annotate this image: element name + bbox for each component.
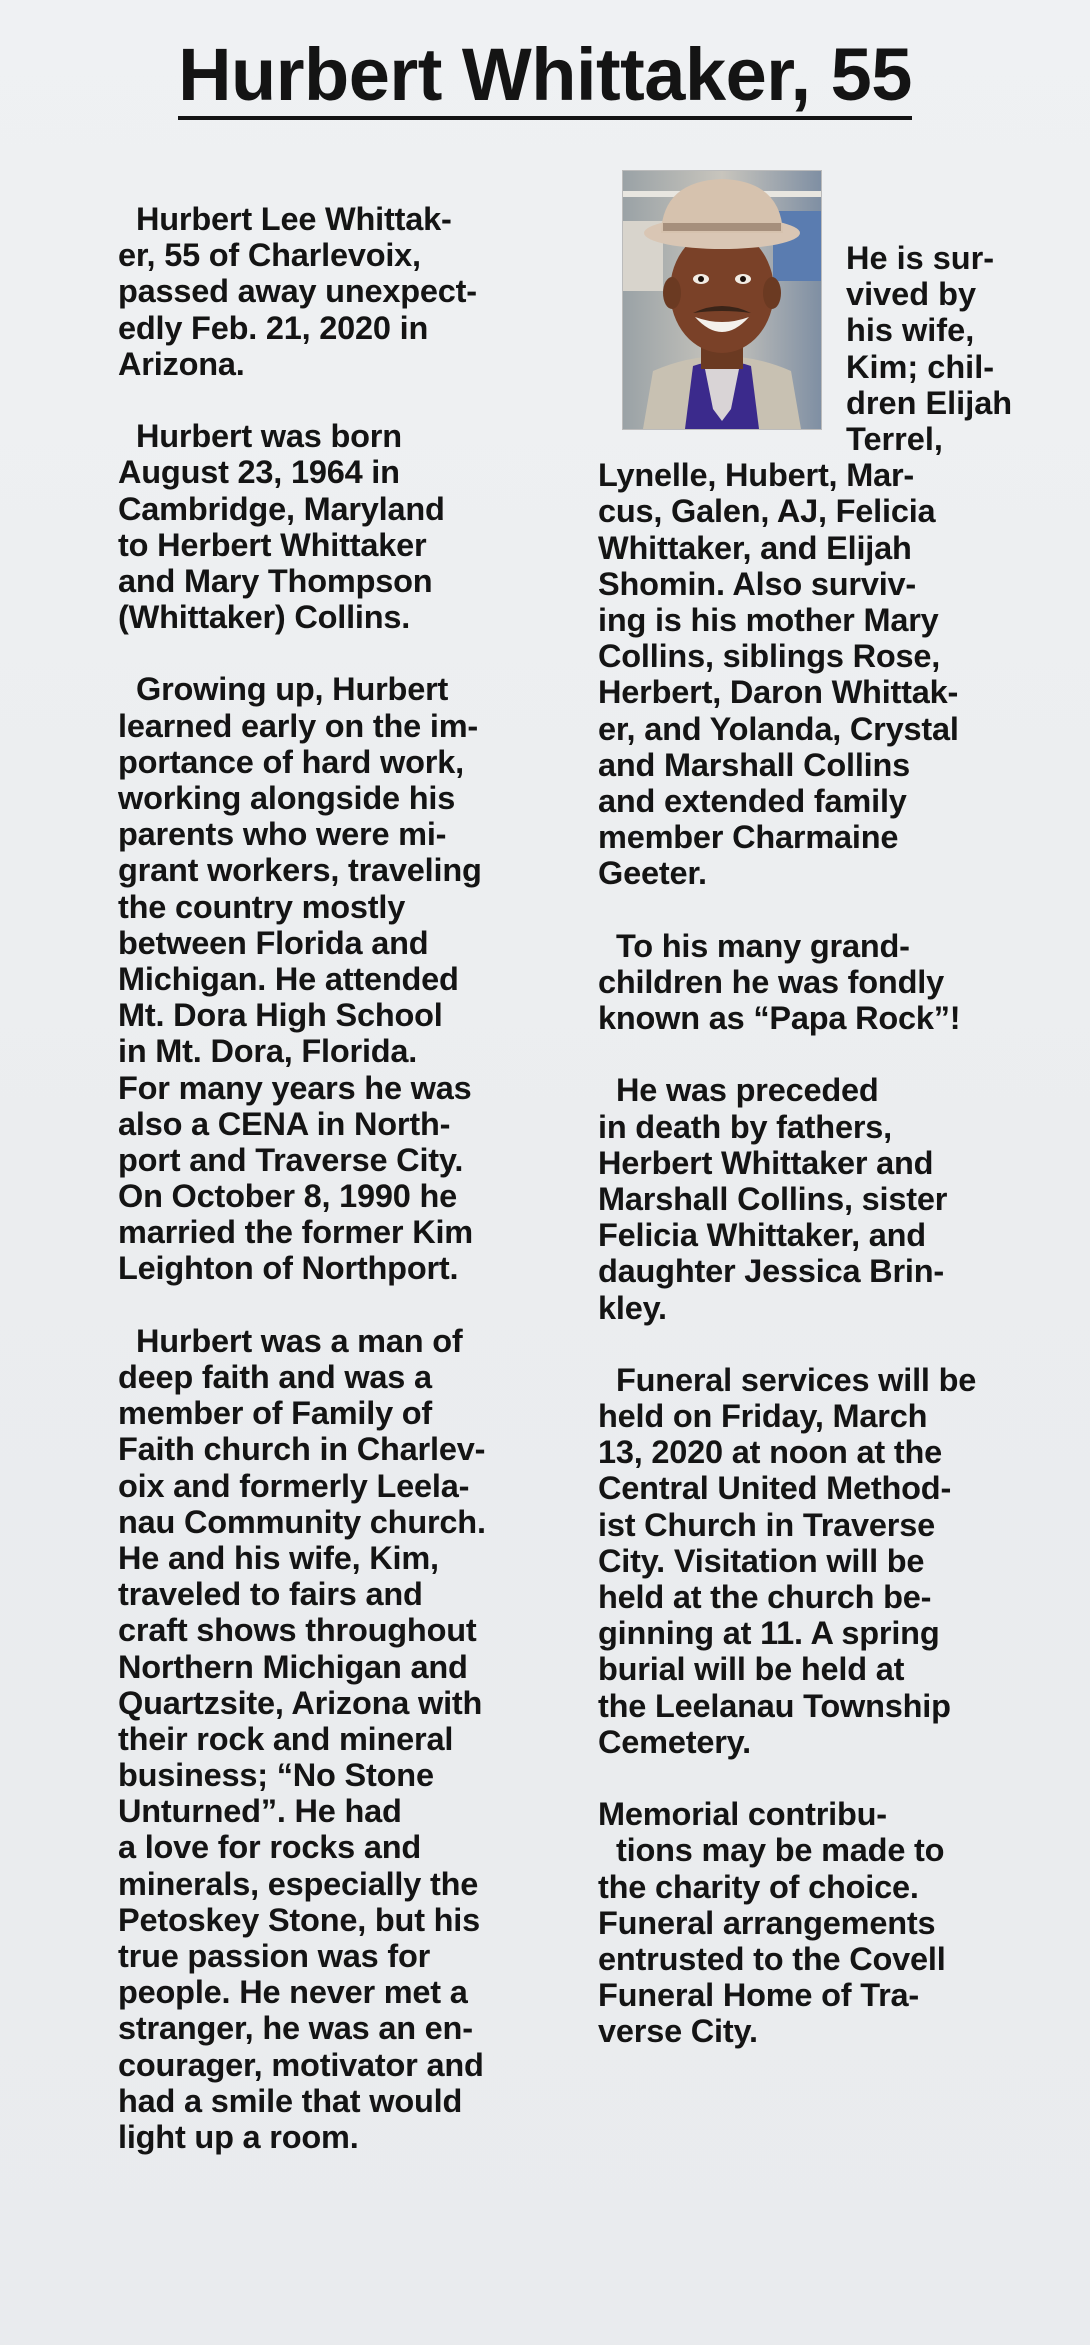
text-line: Funeral arrangements	[598, 1904, 936, 1941]
text-line: Hurbert Lee Whittak-	[136, 201, 452, 237]
paragraph-gap	[118, 1287, 568, 1323]
text-line: craft shows throughout	[118, 1612, 477, 1649]
right-column-beside-photo	[846, 240, 1066, 457]
text-line: Herbert, Daron Whittak-	[598, 674, 959, 711]
text-line: the charity of choice.	[598, 1868, 919, 1905]
text-line: vived by	[846, 276, 977, 313]
paragraph-gap	[118, 382, 568, 418]
text-line: For many years he was	[118, 1069, 472, 1106]
text-line: had a smile that would	[118, 2082, 463, 2119]
text-line: er, 55 of Charlevoix,	[118, 237, 421, 274]
text-line: burial will be held at	[598, 1651, 905, 1688]
text-line: oix and formerly Leela-	[118, 1467, 470, 1504]
paragraph-gap	[598, 1036, 1058, 1072]
text-line: kley.	[598, 1289, 667, 1326]
text-line: held on Friday, March	[598, 1398, 928, 1435]
text-line: Mt. Dora High School	[118, 997, 443, 1034]
text-line: traveled to fairs and	[118, 1576, 423, 1613]
text-line: Leighton of Northport.	[118, 1250, 459, 1287]
text-line: Collins, siblings Rose,	[598, 638, 941, 675]
headline-text: Hurbert Whittaker, 55	[178, 38, 912, 120]
text-line: ist Church in Traverse	[598, 1506, 935, 1543]
text-line: his wife,	[846, 312, 975, 349]
text-line: children he was fondly	[598, 963, 944, 1000]
paragraph-gap	[598, 891, 1058, 927]
text-line: to Herbert Whittaker	[118, 526, 427, 563]
text-line: and extended family	[598, 782, 907, 819]
portrait-illustration	[623, 171, 821, 429]
paragraph-gap	[118, 635, 568, 671]
text-line: true passion was for	[118, 1938, 431, 1974]
text-line: dren Elijah	[846, 384, 1013, 421]
text-line: the Leelanau Township	[598, 1687, 951, 1724]
text-line: Cambridge, Maryland	[118, 490, 445, 527]
text-line: learned early on the im-	[118, 707, 479, 744]
text-line: passed away unexpect-	[118, 273, 477, 310]
text-line: He was preceded	[616, 1072, 879, 1109]
text-line: in death by fathers,	[598, 1108, 892, 1145]
text-line: courager, motivator and	[118, 2046, 484, 2083]
text-line: grant workers, traveling	[118, 852, 482, 889]
text-line: er, and Yolanda, Crystal	[598, 710, 959, 747]
headline	[0, 33, 1090, 120]
text-line: known as “Papa Rock”!	[598, 1000, 961, 1036]
text-line: Petoskey Stone, but his	[118, 1901, 481, 1938]
text-line: Quartzsite, Arizona with	[118, 1684, 483, 1721]
text-line: daughter Jessica Brin-	[598, 1253, 944, 1290]
text-line: Herbert Whittaker and	[598, 1144, 934, 1181]
text-line: Central United Method-	[598, 1470, 952, 1507]
text-line: light up a room.	[118, 2118, 359, 2155]
text-line: tions may be made to	[616, 1832, 945, 1869]
text-line: Hurbert was born	[136, 418, 402, 455]
text-line: 13, 2020 at noon at the	[598, 1434, 942, 1471]
text-line: Geeter.	[598, 855, 707, 892]
text-line: Funeral Home of Tra-	[598, 1977, 920, 2014]
text-line: Felicia Whittaker, and	[598, 1217, 926, 1254]
text-line: cus, Galen, AJ, Felicia	[598, 493, 936, 530]
text-line: Growing up, Hurbert	[136, 671, 449, 708]
text-line: in Mt. Dora, Florida.	[118, 1033, 418, 1070]
text-line: entrusted to the Covell	[598, 1940, 946, 1977]
paragraph-gap	[598, 1326, 1058, 1362]
text-line: Marshall Collins, sister	[598, 1180, 948, 1217]
text-line: the country mostly	[118, 888, 406, 925]
text-line: ing is his mother Mary	[598, 601, 939, 638]
text-line: parents who were mi-	[118, 816, 447, 853]
text-line: Memorial contribu-	[598, 1796, 887, 1833]
text-line: Shomin. Also surviv-	[598, 565, 917, 602]
text-line: He and his wife, Kim,	[118, 1539, 439, 1576]
text-line: Michigan. He attended	[118, 960, 459, 997]
text-line: port and Traverse City.	[118, 1141, 464, 1178]
right-column	[598, 457, 1058, 2049]
text-line: verse City.	[598, 2013, 758, 2050]
text-line: Arizona.	[118, 345, 245, 382]
text-line: portance of hard work,	[118, 743, 464, 780]
text-line: member of Family of	[118, 1395, 433, 1432]
text-line: To his many grand-	[616, 927, 910, 964]
text-line: Funeral services will be	[616, 1361, 977, 1398]
text-line: minerals, especially the	[118, 1865, 479, 1902]
text-line: Northern Michigan and	[118, 1648, 468, 1685]
text-line: also a CENA in North-	[118, 1105, 451, 1142]
text-line: their rock and mineral	[118, 1720, 454, 1757]
text-line: ginning at 11. A spring	[598, 1615, 940, 1652]
text-line: Kim; chil-	[846, 348, 995, 385]
text-line: nau Community church.	[118, 1503, 486, 1540]
text-line: member Charmaine	[598, 819, 899, 856]
text-line: Lynelle, Hubert, Mar-	[598, 457, 915, 494]
text-line: and Marshall Collins	[598, 746, 911, 783]
text-line: City. Visitation will be	[598, 1542, 925, 1579]
portrait-photo	[622, 170, 822, 430]
left-column	[118, 201, 568, 2155]
text-line: between Florida and	[118, 924, 429, 961]
text-line: edly Feb. 21, 2020 in	[118, 309, 429, 346]
text-line: (Whittaker) Collins.	[118, 599, 411, 636]
text-line: Whittaker, and Elijah	[598, 529, 912, 566]
text-line: Hurbert was a man of	[136, 1322, 463, 1359]
text-line: a love for rocks and	[118, 1829, 422, 1866]
paragraph-gap	[598, 1760, 1058, 1796]
text-line: and Mary Thompson	[118, 562, 433, 599]
text-line: Terrel,	[846, 420, 943, 457]
text-line: business; “No Stone	[118, 1757, 434, 1794]
text-line: held at the church be-	[598, 1579, 932, 1615]
text-line: married the former Kim	[118, 1214, 474, 1251]
text-line: deep faith and was a	[118, 1359, 432, 1395]
text-line: working alongside his	[118, 780, 456, 816]
text-line: August 23, 1964 in	[118, 454, 400, 491]
text-line: Cemetery.	[598, 1723, 751, 1760]
text-line: Unturned”. He had	[118, 1793, 402, 1830]
text-line: people. He never met a	[118, 1974, 468, 2011]
text-line: On October 8, 1990 he	[118, 1178, 457, 1215]
text-line: stranger, he was an en-	[118, 2010, 473, 2047]
text-line: Faith church in Charlev-	[118, 1431, 486, 1468]
text-line: He is sur-	[846, 240, 995, 276]
